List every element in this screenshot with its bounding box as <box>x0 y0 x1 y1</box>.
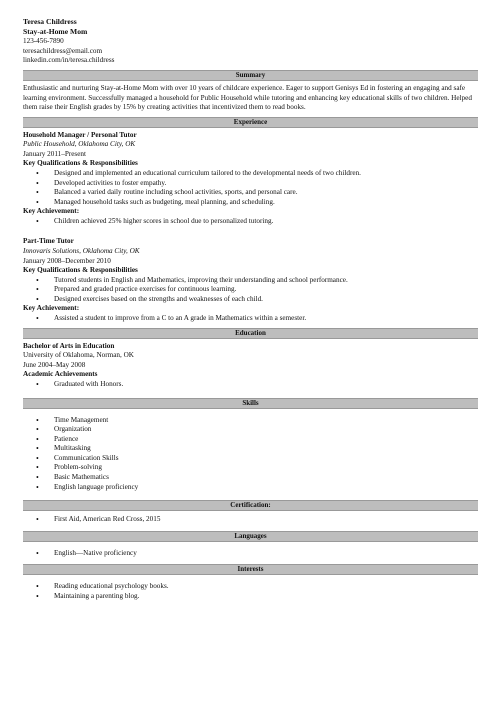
qualifications-heading: Key Qualifications & Responsibilities <box>23 266 138 275</box>
education-heading: Education <box>23 328 478 339</box>
qualifications-list <box>23 169 478 207</box>
list-item: • Developed activities to foster empathy. <box>23 179 478 189</box>
list-item: • Children achieved 25% higher scores in school due to personalized tutoring. <box>23 217 478 227</box>
certification-list <box>23 515 478 525</box>
list-item: • Problem-solving <box>23 463 478 473</box>
candidate-title: Stay-at-Home Mom <box>23 27 88 37</box>
list-item: • Designed exercises based on the strengths and weaknesses of each child. <box>23 295 478 305</box>
interests-list <box>23 582 478 601</box>
school-name: University of Oklahoma, Norman, OK <box>23 351 134 360</box>
list-item: • Graduated with Honors. <box>23 380 478 390</box>
list-item: • Assisted a student to improve from a C to an A grade in Mathematics within a semester. <box>23 314 478 324</box>
languages-heading: Languages <box>23 531 478 542</box>
experience-heading: Experience <box>23 117 478 128</box>
candidate-name: Teresa Childress <box>23 17 77 26</box>
education-dates: June 2004–May 2008 <box>23 360 86 369</box>
list-item: • English language proficiency <box>23 483 478 493</box>
achievement-list <box>23 314 478 324</box>
achievement-heading: Key Achievement: <box>23 304 80 313</box>
list-item: • Balanced a varied daily routine including school activities, sports, and personal care. <box>23 188 478 198</box>
job-title: Part-Time Tutor <box>23 237 74 246</box>
academic-achievements-list <box>23 380 478 390</box>
list-item: • Patience <box>23 435 478 445</box>
job-entry <box>23 237 478 323</box>
skills-list <box>23 416 478 493</box>
list-item: • Multitasking <box>23 444 478 454</box>
job-company: Innovaris Solutions, Oklahoma City, OK <box>23 247 140 256</box>
phone-number: 123-456-7890 <box>23 37 64 46</box>
languages-list <box>23 549 478 559</box>
job-dates: January 2008–December 2010 <box>23 256 111 265</box>
list-item: • First Aid, American Red Cross, 2015 <box>23 515 478 525</box>
job-company: Public Household, Oklahoma City, OK <box>23 140 136 149</box>
achievement-heading: Key Achievement: <box>23 207 80 216</box>
job-title: Household Manager / Personal Tutor <box>23 130 137 139</box>
list-item: • Maintaining a parenting blog. <box>23 592 478 602</box>
degree-name: Bachelor of Arts in Education <box>23 341 115 350</box>
list-item: • Designed and implemented an educational curriculum tailored to the developmental needs of two children. <box>23 169 478 179</box>
list-item: • Prepared and graded practice exercises for continuous learning. <box>23 285 478 295</box>
interests-heading: Interests <box>23 564 478 575</box>
academic-achievements-heading: Academic Achievements <box>23 370 98 379</box>
list-item: • Organization <box>23 425 478 435</box>
list-item: • Tutored students in English and Mathematics, improving their understanding and school performance. <box>23 276 478 286</box>
email-address: teresachildress@email.com <box>23 46 103 55</box>
resume-page <box>23 17 478 601</box>
linkedin-url: linkedin.com/in/teresa.childress <box>23 56 115 65</box>
job-dates: January 2011–Present <box>23 149 87 158</box>
qualifications-list <box>23 276 478 305</box>
skills-heading: Skills <box>23 398 478 409</box>
list-item: • Reading educational psychology books. <box>23 582 478 592</box>
summary-heading: Summary <box>23 70 478 81</box>
list-item: • Basic Mathematics <box>23 473 478 483</box>
summary-text: Enthusiastic and nurturing Stay-at-Home Mom with over 10 years of childcare experience. Eager to support Genisys Ed in fostering an engaging and safe learning environment. Successfully managed a household for Public Household while tutoring and enhancing key educational skills of two children. Helped them raise their English grades by 15% by creating activities that incentivized them to read books. <box>23 83 472 112</box>
list-item: • Time Management <box>23 416 478 426</box>
resume-header <box>23 17 478 66</box>
achievement-list <box>23 217 478 227</box>
list-item: • Managed household tasks such as budgeting, meal planning, and scheduling. <box>23 198 478 208</box>
list-item: • English—Native proficiency <box>23 549 478 559</box>
job-entry <box>23 131 478 227</box>
list-item: • Communication Skills <box>23 454 478 464</box>
qualifications-heading: Key Qualifications & Responsibilities <box>23 159 138 168</box>
certification-heading: Certification: <box>23 500 478 511</box>
